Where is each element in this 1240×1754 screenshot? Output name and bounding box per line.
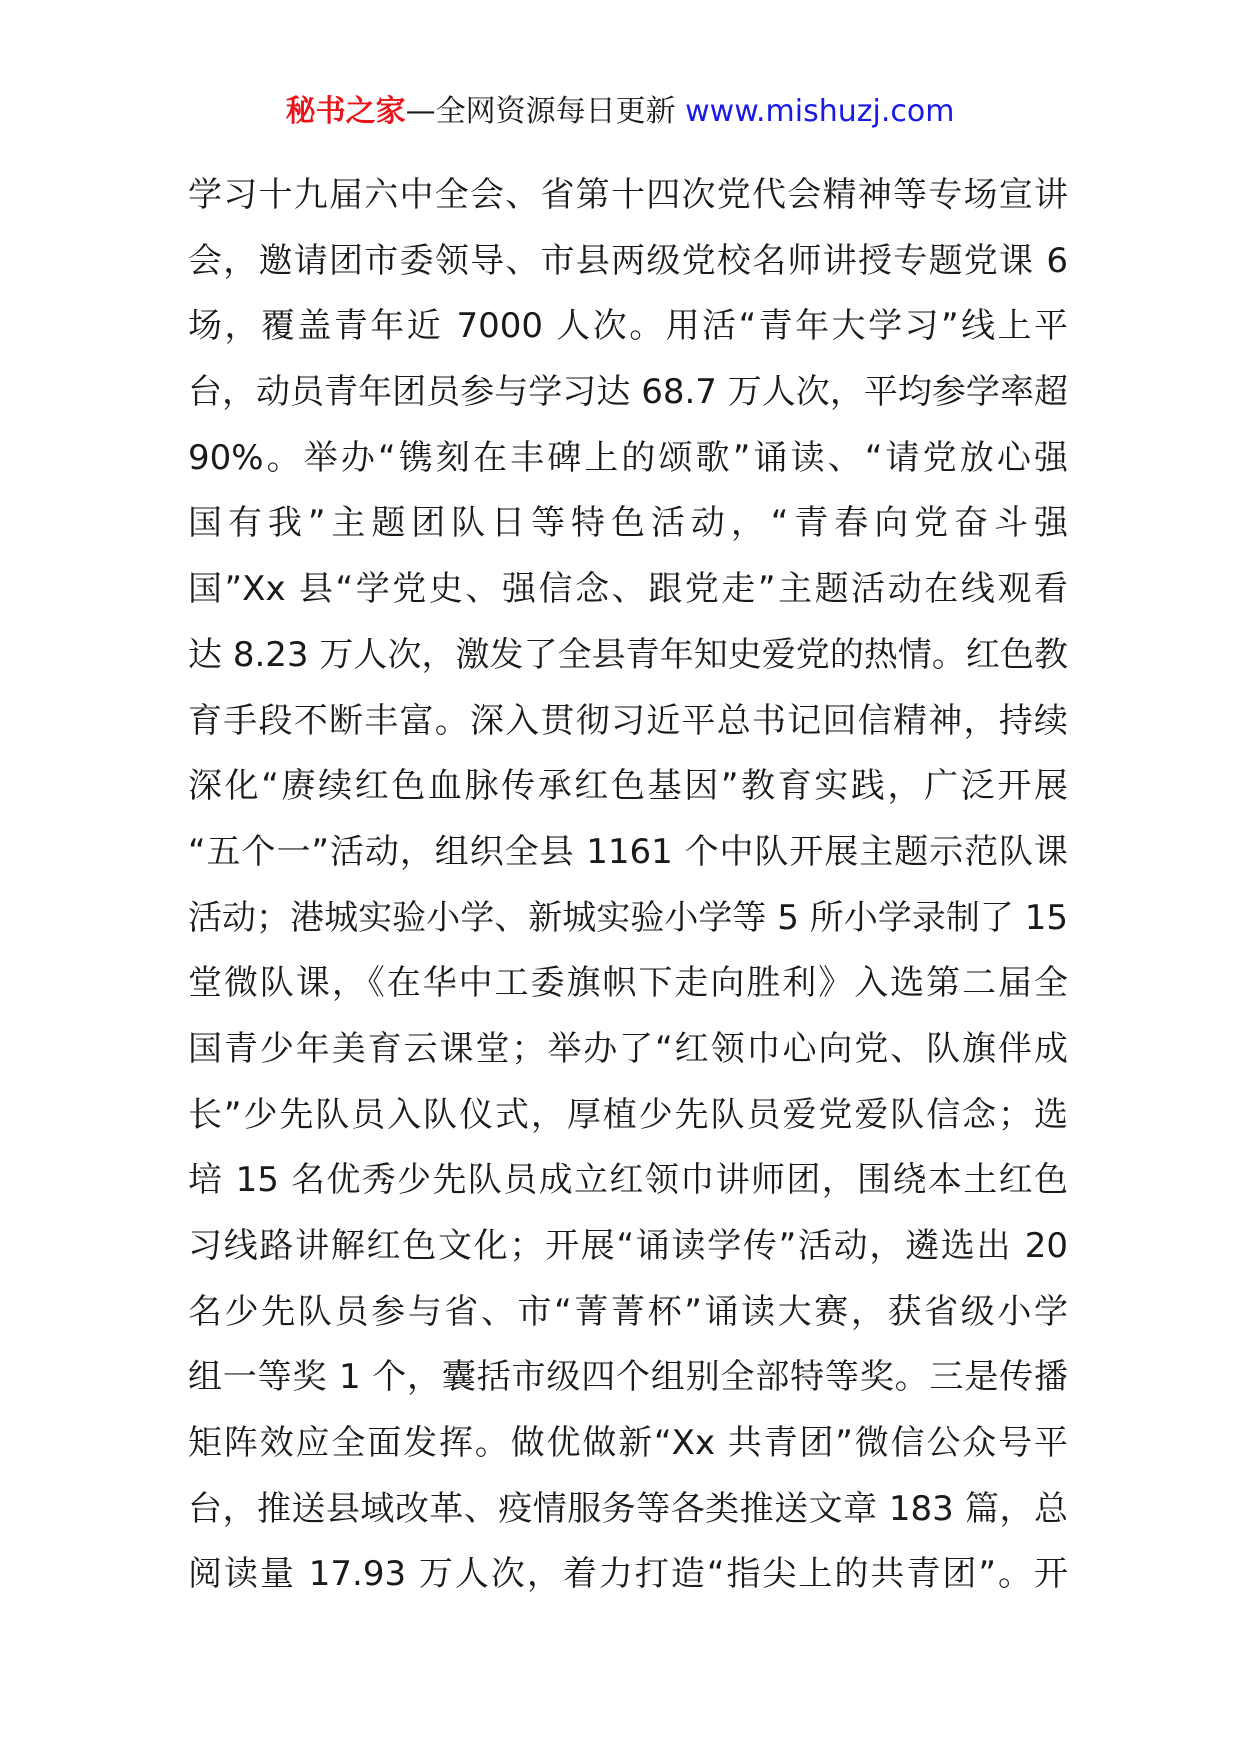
text-line: “五个一”活动，组织全县 1161 个中队开展主题示范队课 — [188, 831, 1068, 872]
text-line: 国有我”主题团队日等特色活动，“青春向党奋斗强 — [188, 503, 1068, 544]
text-line: 阅读量 17.93 万人次，着力打造“指尖上的共青团”。开 — [188, 1554, 1068, 1595]
text-line: 习线路讲解红色文化；开展“诵读学传”活动，遴选出 20 — [188, 1226, 1068, 1266]
brand-name: 秘书之家 — [285, 94, 406, 129]
header-tagline: —全网资源每日更新 — [405, 94, 676, 129]
text-line: 深化“赓续红色血脉传承红色基因”教育实践，广泛开展 — [188, 766, 1068, 807]
text-line: 矩阵效应全面发挥。做优做新“Xx 共青团”微信公众号平 — [188, 1423, 1068, 1464]
text-line: 达 8.23 万人次，激发了全县青年知史爱党的热情。红色教 — [188, 634, 1068, 675]
text-line: 活动；港城实验小学、新城实验小学等 5 所小学录制了 15 — [188, 897, 1068, 938]
text-line: 场，覆盖青年近 7000 人次。用活“青年大学习”线上平 — [188, 306, 1068, 347]
site-header — [0, 92, 1240, 132]
site-url-link[interactable]: www.mishuzj.com — [685, 94, 955, 129]
text-line: 长”少先队员入队仪式，厚植少先队员爱党爱队信念；选 — [188, 1094, 1068, 1135]
text-line: 堂微队课，《在华中工委旗帜下走向胜利》入选第二届全 — [188, 963, 1068, 1004]
text-line: 会，邀请团市委领导、市县两级党校名师讲授专题党课 6 — [188, 240, 1068, 281]
text-line: 国青少年美育云课堂；举办了“红领巾心向党、队旗伴成 — [188, 1028, 1068, 1069]
text-line: 名少先队员参与省、市“菁菁杯”诵读大赛，获省级小学 — [188, 1291, 1068, 1332]
text-line: 学习十九届六中全会、省第十四次党代会精神等专场宣讲 — [188, 175, 1068, 215]
text-line: 90%。举办“镌刻在丰碑上的颂歌”诵读、“请党放心强 — [188, 437, 1068, 478]
text-line: 组一等奖 1 个，囊括市级四个组别全部特等奖。三是传播 — [188, 1357, 1068, 1398]
text-line: 育手段不断丰富。深入贯彻习近平总书记回信精神，持续 — [188, 700, 1068, 741]
text-line: 台，推送县域改革、疫情服务等各类推送文章 183 篇，总 — [188, 1488, 1068, 1529]
text-line: 培 15 名优秀少先队员成立红领巾讲师团，围绕本土红色 — [188, 1160, 1068, 1201]
text-line: 台，动员青年团员参与学习达 68.7 万人次，平均参学率超 — [188, 372, 1068, 413]
document-body — [188, 163, 1068, 1608]
text-line: 国”Xx 县“学党史、强信念、跟党走”主题活动在线观看 — [188, 569, 1068, 610]
